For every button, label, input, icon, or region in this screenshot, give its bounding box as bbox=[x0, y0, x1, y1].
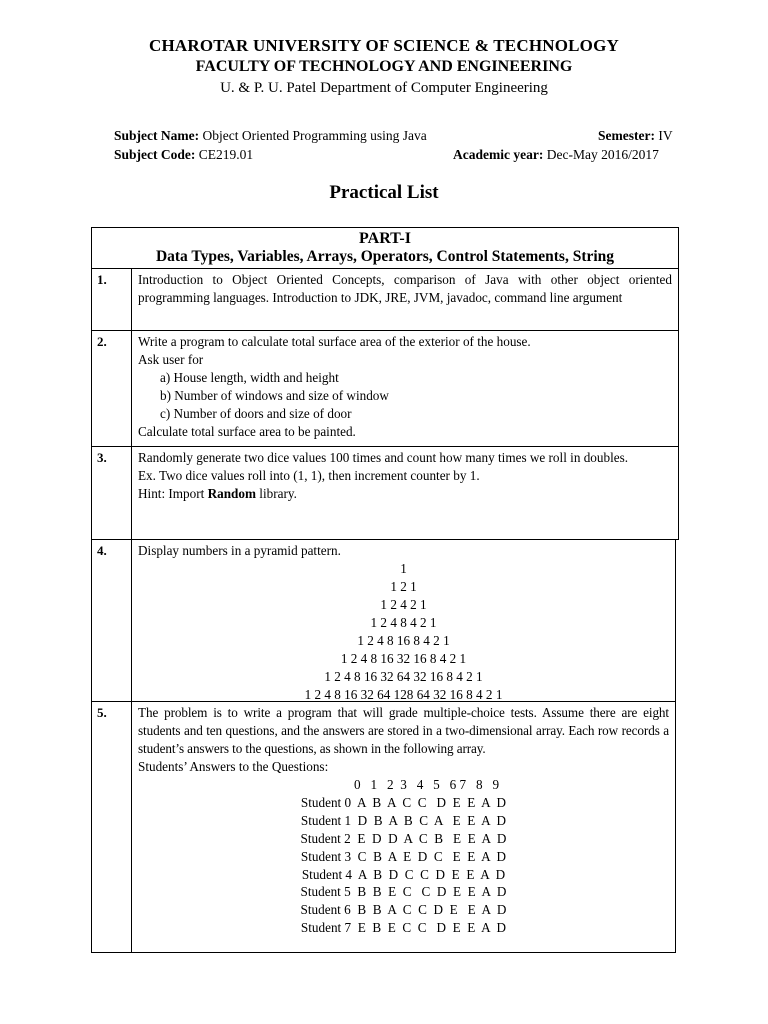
hint-prefix: Hint: Import bbox=[138, 486, 208, 501]
subject-name-value: Object Oriented Programming using Java bbox=[202, 128, 427, 143]
practical-line: Ask user for bbox=[138, 352, 204, 367]
pyramid-pattern bbox=[138, 560, 669, 704]
practical-text: Introduction to Object Oriented Concepts, comparison of Java with other object oriented programming languages. Introduction to JDK, JRE, JVM, javadoc, command line argument bbox=[138, 272, 672, 305]
part-header bbox=[91, 227, 679, 269]
subject-code-value: CE219.01 bbox=[198, 147, 254, 162]
subject-name-label: Subject Name: bbox=[114, 128, 200, 143]
practical-line: Randomly generate two dice values 100 times and count how many times we roll in doubles. bbox=[138, 450, 629, 465]
list-item: b) Number of windows and size of window bbox=[160, 388, 389, 403]
practical-line: Students’ Answers to the Questions: bbox=[138, 759, 329, 774]
hint-keyword: Random bbox=[207, 486, 256, 501]
practical-text bbox=[138, 333, 672, 441]
answers-row: Student 4 A B D C C D E E A D bbox=[301, 866, 506, 882]
practical-row bbox=[91, 330, 679, 447]
part-topic: Data Types, Variables, Arrays, Operators, Control Statements, String bbox=[155, 248, 615, 265]
page-title: Practical List bbox=[329, 182, 439, 203]
hint-suffix: library. bbox=[255, 486, 297, 501]
subject-code-label: Subject Code: bbox=[114, 147, 196, 162]
answers-row: Student 7 E B E C C D E E A D bbox=[300, 920, 507, 936]
academic-year-label: Academic year: bbox=[453, 147, 544, 162]
university-name: CHAROTAR UNIVERSITY OF SCIENCE & TECHNOLOGY bbox=[148, 36, 620, 55]
answers-row: Student 2 E D D A C B E E A D bbox=[300, 830, 507, 846]
academic-year bbox=[453, 147, 659, 163]
academic-year-value: Dec-May 2016/2017 bbox=[546, 147, 659, 162]
practical-text bbox=[138, 704, 669, 937]
practical-number: 1. bbox=[92, 269, 132, 330]
answers-row: 0 1 2 3 4 5 6 7 8 9 bbox=[307, 777, 500, 792]
faculty-name: FACULTY OF TECHNOLOGY AND ENGINEERING bbox=[195, 58, 573, 75]
pyramid-row: 1 2 1 bbox=[390, 579, 417, 594]
practical-text bbox=[138, 542, 669, 704]
practical-line: Ex. Two dice values roll into (1, 1), then increment counter by 1. bbox=[138, 468, 480, 483]
department-name: U. & P. U. Patel Department of Computer Engineering bbox=[220, 80, 548, 96]
pyramid-row: 1 2 4 8 16 32 64 128 64 32 16 8 4 2 1 bbox=[304, 687, 503, 702]
semester-value: IV bbox=[658, 128, 673, 143]
practical-text bbox=[138, 449, 672, 503]
pyramid-row: 1 2 4 8 16 32 64 32 16 8 4 2 1 bbox=[324, 669, 483, 684]
pyramid-row: 1 2 4 2 1 bbox=[380, 597, 427, 612]
answers-row: Student 0 A B A C C D E E A D bbox=[300, 794, 507, 810]
practical-line: Write a program to calculate total surface area of the exterior of the house. bbox=[138, 334, 531, 349]
practical-row bbox=[91, 268, 679, 331]
practical-line: The problem is to write a program that will grade multiple-choice tests. Assume there are eight students and ten questions, and the answers are stored in a two-dimensional array. Each row records a student’s answers to the questions, as shown in the following array. bbox=[138, 705, 669, 756]
semester bbox=[598, 128, 673, 144]
practical-number: 2. bbox=[92, 331, 132, 446]
practical-row bbox=[91, 701, 676, 953]
pyramid-row: 1 2 4 8 16 8 4 2 1 bbox=[357, 633, 450, 648]
practical-line: Calculate total surface area to be painted. bbox=[138, 424, 356, 439]
pyramid-row: 1 2 4 8 16 32 16 8 4 2 1 bbox=[340, 651, 467, 666]
semester-label: Semester: bbox=[598, 128, 655, 143]
practical-line: Display numbers in a pyramid pattern. bbox=[138, 543, 341, 558]
list-item: a) House length, width and height bbox=[160, 370, 339, 385]
practical-number: 4. bbox=[92, 540, 132, 701]
answers-row: Student 1 D B A B C A E E A D bbox=[300, 812, 507, 828]
answers-row: Student 6 B B A C C D E E A D bbox=[300, 902, 507, 918]
answers-row: Student 3 C B A E D C E E A D bbox=[300, 848, 507, 864]
practical-row bbox=[91, 539, 676, 702]
subject-name bbox=[114, 128, 427, 144]
list-item: c) Number of doors and size of door bbox=[160, 406, 352, 421]
practical-row bbox=[91, 446, 679, 540]
practical-hint bbox=[138, 485, 672, 503]
answers-row: Student 5 B B E C C D E E A D bbox=[300, 884, 507, 900]
answers-table bbox=[138, 776, 669, 937]
practical-number: 5. bbox=[92, 702, 132, 952]
practical-number: 3. bbox=[92, 447, 132, 539]
pyramid-row: 1 2 4 8 4 2 1 bbox=[370, 615, 437, 630]
subject-code bbox=[114, 147, 253, 163]
part-name: PART-I bbox=[359, 230, 411, 247]
pyramid-row: 1 bbox=[400, 561, 407, 576]
